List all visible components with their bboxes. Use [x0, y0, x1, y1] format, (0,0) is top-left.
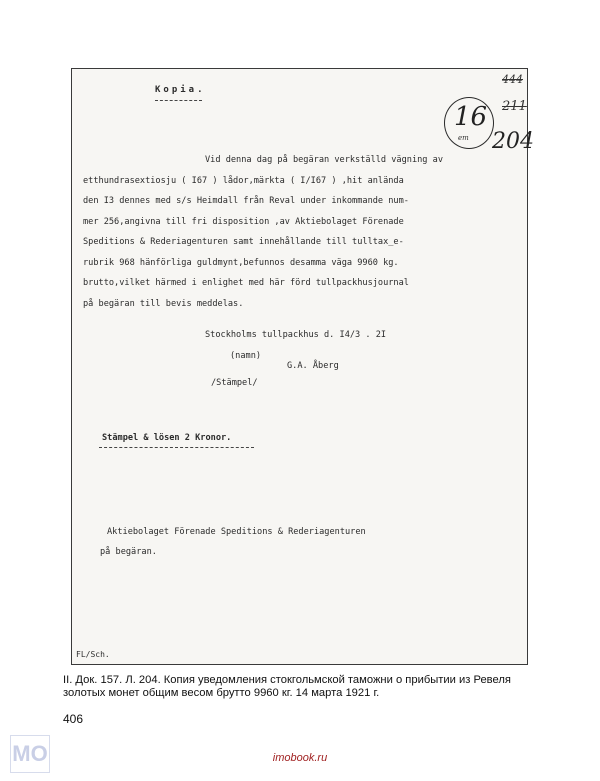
body-line: den I3 dennes med s/s Heimdall från Reval under inkommande num- — [83, 196, 409, 206]
reference-initials: FL/Sch. — [76, 650, 110, 659]
archive-stamp-circle — [444, 97, 494, 149]
figure-caption: II. Док. 157. Л. 204. Копия уведомления стокгольмской таможни о прибытии из Ревеля золотых монет общим весом брутто 9960 кг. 14 марта 1921 г. — [63, 674, 511, 699]
body-line: etthundrasextiosju ( I67 ) lådor,märkta ( I/I67 ) ,hit anlända — [83, 176, 404, 186]
struck-archive-number-top: 444 — [502, 73, 523, 86]
title-underline — [155, 100, 202, 101]
body-line: rubrik 968 hänförliga guldmynt,befunnos desamma väga 9960 kg. — [83, 258, 399, 268]
publisher-logo: MO — [10, 735, 50, 773]
archive-circle-sub: em — [458, 134, 469, 142]
scanned-document — [71, 68, 534, 665]
archive-circle-number: 16 — [454, 102, 488, 132]
addressee-line: på begäran. — [100, 547, 157, 557]
place-date: Stockholms tullpackhus d. I4/3 . 2I — [205, 330, 387, 340]
page-number: 406 — [63, 712, 84, 726]
stamp-label: /Stämpel/ — [211, 378, 258, 388]
body-line: Speditions & Rederiagenturen samt innehållande till tulltax_e- — [83, 237, 404, 247]
footer-link[interactable]: imobook.ru — [272, 752, 328, 764]
name-label: (namn) — [230, 351, 262, 361]
struck-archive-number: 211 — [502, 99, 527, 114]
body-line: på begäran till bevis meddelas. — [83, 299, 244, 309]
body-line: mer 256,angivna till fri disposition ,av Aktiebolaget Förenade — [83, 217, 404, 227]
stamp-fee: Stämpel & lösen 2 Kronor. — [102, 433, 232, 443]
stamp-fee-underline — [99, 447, 254, 448]
archive-page-number: 204 — [492, 129, 534, 154]
body-line: brutto,vilket härmed i enlighet med här förd tullpackhusjournal — [83, 278, 409, 288]
signature: G.A. Åberg — [287, 361, 339, 371]
document-title: Kopia. — [155, 85, 206, 95]
addressee-line: Aktiebolaget Förenade Speditions & Rederiagenturen — [107, 527, 366, 537]
body-line: Vid denna dag på begäran verkställd vägning av — [205, 155, 443, 165]
